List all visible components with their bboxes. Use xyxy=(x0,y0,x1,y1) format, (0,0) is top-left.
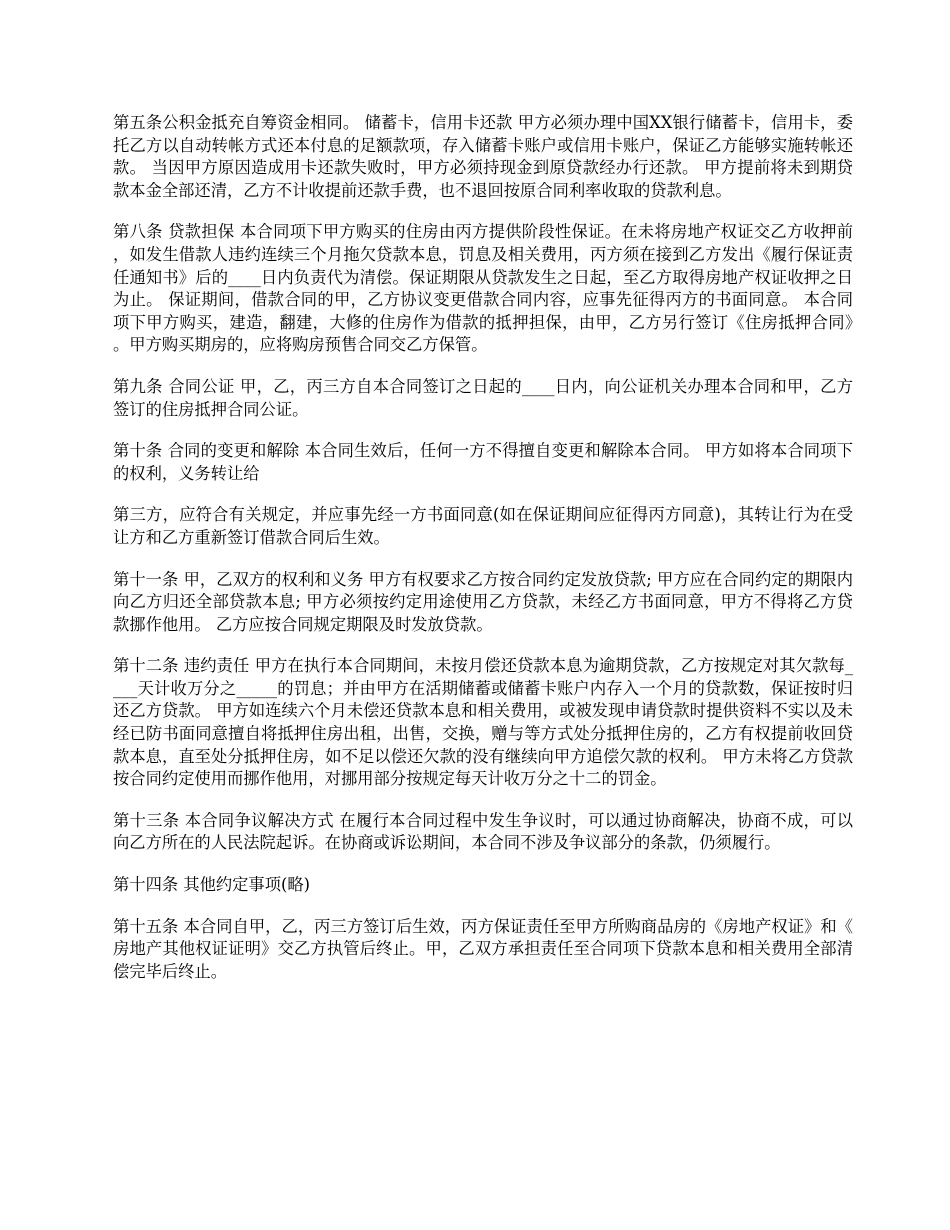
paragraph-article-15: 第十五条 本合同自甲，乙，丙三方签订后生效，丙方保证责任至甲方所购商品房的《房地产权证》和《房地产其他权证证明》交乙方执管后终止。甲，乙双方承担责任至合同项下贷款本息和相关费用全部清偿完毕后终止。 xyxy=(113,916,853,981)
paragraph-article-5: 第五条公积金抵充自筹资金相同。 储蓄卡，信用卡还款 甲方必须办理中国XX银行储蓄卡，信用卡，委托乙方以自动转帐方式还本付息的足额款项，存入储蓄卡账户或信用卡账户，保证乙方能够实施转帐还款。 当因甲方原因造成用卡还款失败时，甲方必须持现金到原贷款经办行还款。 甲方提前将未到期贷款本金全部还清，乙方不计收提前还款手费，也不退回按原合同利率收取的贷款利息。 xyxy=(113,113,853,200)
paragraph-article-13: 第十三条 本合同争议解决方式 在履行本合同过程中发生争议时，可以通过协商解决，协商不成，可以向乙方所在的人民法院起诉。在协商或诉讼期间，本合同不涉及争议部分的条款，仍须履行。 xyxy=(113,810,853,853)
paragraph-article-12: 第十二条 违约责任 甲方在执行本合同期间，未按月偿还贷款本息为逾期贷款，乙方按规定对其欠款每____天计收万分之_____的罚息；并由甲方在活期储蓄或储蓄卡账户内存入一个月的贷款数，保证按时归还乙方贷款。 甲方如连续六个月未偿还贷款本息和相关费用，或被发现申请贷款时提供资料不实以及未经已防书面同意擅自将抵押住房出租，出售，交换，赠与等方式处分抵押住房的，乙方有权提前收回贷款本息，直至处分抵押住房，如不足以偿还欠款的没有继续向甲方追偿欠款的权利。 甲方未将乙方贷款按合同约定使用而挪作他用，对挪用部分按规定每天计收万分之十二的罚金。 xyxy=(113,656,853,789)
paragraph-article-8: 第八条 贷款担保 本合同项下甲方购买的住房由丙方提供阶段性保证。在未将房地产权证交乙方收押前，如发生借款人违约连续三个月拖欠贷款本息，罚息及相关费用，丙方须在接到乙方发出《履行保证责任通知书》后的____日内负责代为清偿。保证期限从贷款发生之日起，至乙方取得房地产权证收押之日为止。 保证期间，借款合同的甲，乙方协议变更借款合同内容，应事先征得丙方的书面同意。 本合同项下甲方购买，建造，翻建，大修的住房作为借款的抵押担保，由甲，乙方另行签订《住房抵押合同》。甲方购买期房的，应将购房预售合同交乙方保管。 xyxy=(113,222,853,355)
paragraph-article-10-continued: 第三方，应符合有关规定，并应事先经一方书面同意(如在保证期间应征得丙方同意)，其转让行为在受让方和乙方重新签订借款合同后生效。 xyxy=(113,505,853,547)
paragraph-article-14: 第十四条 其他约定事项(略) xyxy=(113,875,310,895)
paragraph-article-10: 第十条 合同的变更和解除 本合同生效后，任何一方不得擅自变更和解除本合同。 甲方如将本合同项下的权利，义务转让给 xyxy=(113,441,853,483)
paragraph-article-9: 第九条 合同公证 甲，乙，丙三方自本合同签订之日起的____日内，向公证机关办理本合同和甲，乙方签订的住房抵押合同公证。 xyxy=(113,376,853,419)
paragraph-article-11: 第十一条 甲，乙双方的权利和义务 甲方有权要求乙方按合同约定发放贷款; 甲方应在合同约定的期限内向乙方归还全部贷款本息; 甲方必须按约定用途使用乙方贷款，未经乙方书面同意，甲方不得将乙方贷款挪作他用。 乙方应按合同规定期限及时发放贷款。 xyxy=(113,569,853,634)
document-page xyxy=(113,112,853,1002)
